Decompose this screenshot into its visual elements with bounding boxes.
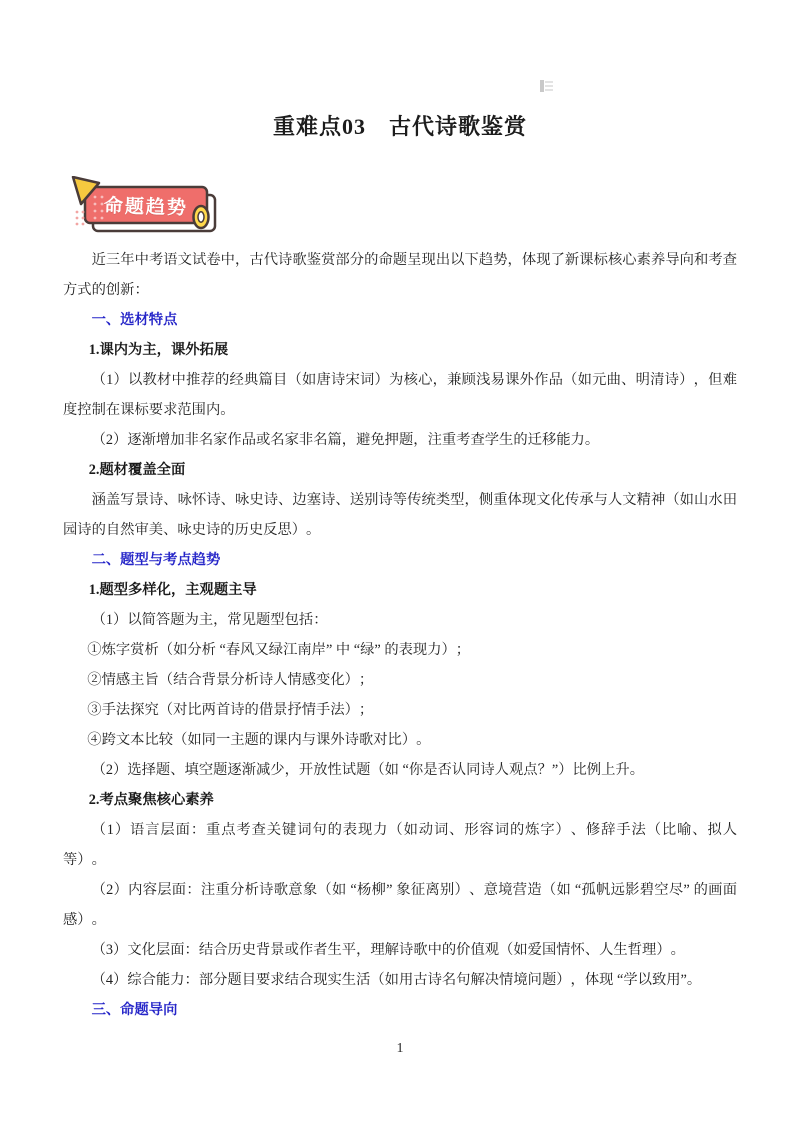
list-item-1: ①炼字赏析（如分析 “春风又绿江南岸” 中 “绿” 的表现力）； bbox=[87, 642, 471, 658]
badge-outer-dots bbox=[76, 211, 85, 226]
badge-label: 命题趋势 bbox=[103, 195, 189, 219]
paragraph: （1）以教材中推荐的经典篇目（如唐诗宋词）为核心，兼顾浅易课外作品（如元曲、明清诗），但难度控制在课标要求范围内。 bbox=[63, 372, 737, 418]
document-body bbox=[63, 245, 737, 1025]
paragraph: （4）综合能力：部分题目要求结合现实生活（如用古诗名句解决情境问题），体现 “学以致用”。 bbox=[91, 972, 702, 988]
paragraph: （2）逐渐增加非名家作品或名家非名篇，避免押题，注重考查学生的迁移能力。 bbox=[91, 432, 600, 448]
paragraph: （1）语言层面：重点考查关键词句的表现力（如动词、形容词的炼字）、修辞手法（比喻、拟人等）。 bbox=[63, 822, 737, 868]
faint-print-artifact-line bbox=[545, 89, 553, 91]
faint-print-artifact bbox=[540, 79, 553, 93]
paragraph: （2）内容层面：注重分析诗歌意象（如 “杨柳” 象征离别）、意境营造（如 “孤帆远影碧空尽” 的画面感）。 bbox=[63, 882, 737, 928]
subheading-2-1: 1.题型多样化，主观题主导 bbox=[88, 582, 257, 598]
list-item-2: ②情感主旨（结合背景分析诗人情感变化）； bbox=[87, 672, 374, 688]
paragraph-intro: 近三年中考语文试卷中，古代诗歌鉴赏部分的命题呈现出以下趋势，体现了新课标核心素养导向和考查方式的创新： bbox=[63, 252, 737, 298]
subheading-1-1: 1.课内为主，课外拓展 bbox=[88, 342, 229, 358]
section-heading-1: 一、选材特点 bbox=[91, 312, 178, 328]
page-number: 1 bbox=[396, 1041, 404, 1056]
subheading-2-2: 2.考点聚焦核心素养 bbox=[88, 792, 214, 808]
paragraph: （1）以简答题为主，常见题型包括： bbox=[91, 612, 328, 628]
section-heading-3: 三、命题导向 bbox=[91, 1002, 178, 1018]
faint-print-artifact-line bbox=[545, 81, 553, 83]
list-item-4: ④跨文本比较（如同一主题的课内与课外诗歌对比）。 bbox=[87, 732, 431, 748]
paragraph: （2）选择题、填空题逐渐减少，开放性试题（如 “你是否认同诗人观点？”）比例上升。 bbox=[91, 762, 644, 778]
section-heading-2: 二、题型与考点趋势 bbox=[91, 552, 221, 568]
faint-print-artifact-bar bbox=[540, 80, 544, 92]
trend-badge bbox=[70, 176, 230, 240]
list-item-3: ③手法探究（对比两首诗的借景抒情手法）； bbox=[87, 702, 374, 718]
subheading-1-2: 2.题材覆盖全面 bbox=[88, 462, 186, 478]
page-title: 重难点03 古代诗歌鉴赏 bbox=[272, 114, 527, 139]
paragraph: 涵盖写景诗、咏怀诗、咏史诗、边塞诗、送别诗等传统类型，侧重体现文化传承与人文精神（如山水田园诗的自然审美、咏史诗的历史反思）。 bbox=[63, 492, 737, 538]
faint-print-artifact-line bbox=[545, 85, 553, 87]
paragraph: （3）文化层面：结合历史背景或作者生平，理解诗歌中的价值观（如爱国情怀、人生哲理）。 bbox=[91, 942, 685, 958]
